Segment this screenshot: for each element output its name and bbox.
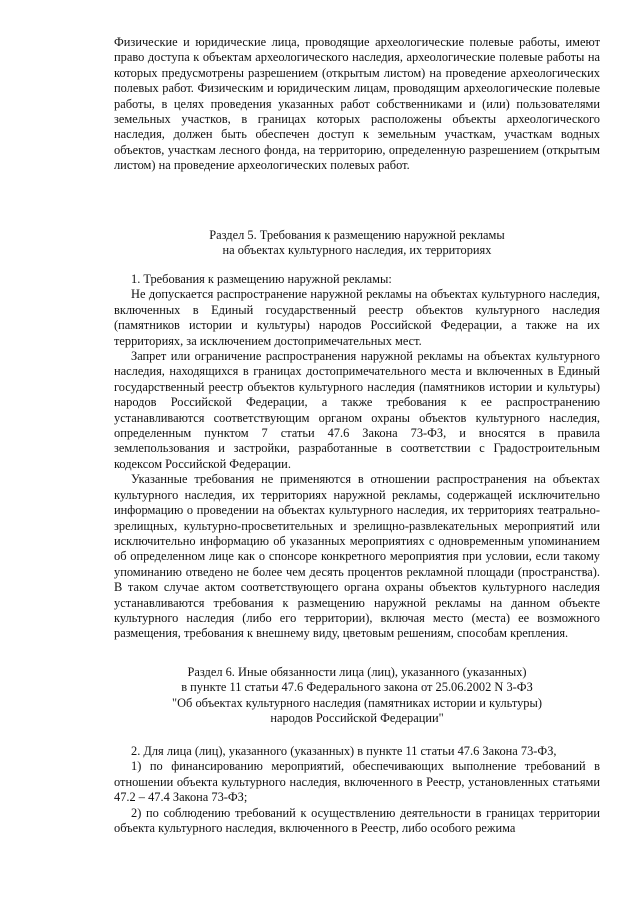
section6-title-line4: народов Российской Федерации"	[270, 711, 444, 726]
section6-item2: 2. Для лица (лиц), указанного (указанных) в пункте 11 статьи 47.6 Закона 73-ФЗ,	[131, 744, 557, 758]
section6-sub2: 2) по соблюдению требований к осуществлению деятельности в границах территории объекта культурного наследия, включенного в Реестр, либо особого режима	[114, 805, 600, 836]
section5-body	[114, 272, 600, 642]
section5-title-line1: Раздел 5. Требования к размещению наружной рекламы	[209, 228, 505, 242]
section6-body	[114, 744, 600, 836]
section6-title-line1: Раздел 6. Иные обязанности лица (лиц), указанного (указанных)	[187, 665, 527, 679]
section5-heading	[114, 228, 600, 259]
section5-paragraph-1: Не допускается распространение наружной рекламы на объектах культурного наследия, включенных в Единый государственный реестр объектов культурного наследия (памятников истории и культуры) народов Российской Федерации, а также на их территориях, за исключением достопримечательных мест.	[114, 287, 600, 348]
section5-paragraph-3: Указанные требования не применяются в отношении распространения на объектах культурного наследия, их территориях наружной рекламы, содержащей исключительно информацию о проведении на объектах культурного наследия, их территориях театрально-зрелищных, культурно-просветительных и зрелищно-развлекательных мероприятий или исключительно информацию об указанных мероприятиях с одновременным упоминанием об определенном лице как о спонсоре конкретного мероприятия при условии, если такому упоминанию отведено не более чем десять процентов рекламной площади (пространства). В таком случае актом соответствующего органа охраны объектов культурного наследия устанавливаются требования к размещению наружной рекламы на данном объекте культурного наследия (либо его территории), включая место (места) ее возможного размещения, требования к внешнему виду, цветовым решениям, способам крепления.	[114, 472, 600, 641]
section6-title-line3: "Об объектах культурного наследия (памятниках истории и культуры)	[172, 695, 542, 710]
section6-heading	[114, 665, 600, 727]
intro-paragraph: Физические и юридические лица, проводящие археологические полевые работы, имеют право доступа к объектам археологического наследия, археологические полевые работы на которых предусмотрены разрешением (открытым листом) на проведение археологических полевых работ. Физическим и юридическим лицам, проводящим археологические полевые работы, в целях проведения указанных работ собственниками и (или) пользователями земельных участков, в границах которых расположены объекты археологического наследия, должен быть обеспечен доступ к земельным участкам, участкам водных объектов, участкам лесного фонда, на территорию, определенную разрешением (открытым листом) на проведение археологических полевых работ.	[114, 35, 600, 173]
section5-paragraph-2: Запрет или ограничение распространения наружной рекламы на объектах культурного наследия, находящихся в границах достопримечательного места и включенных в Единый государственный реестр объектов культурного наследия (памятников истории и культуры) народов Российской Федерации, а также требования к ее распространению устанавливаются соответствующим органом охраны объектов культурного наследия, определенным пунктом 7 статьи 47.6 Закона 73-ФЗ, и вносятся в правила землепользования и застройки, разработанные в соответствии с Градостроительным кодексом Российской Федерации.	[114, 349, 600, 471]
section5-title-line2: на объектах культурного наследия, их территориях	[222, 243, 492, 258]
section5-item1: 1. Требования к размещению наружной рекламы:	[131, 272, 392, 286]
section6-title-line2: в пункте 11 статьи 47.6 Федерального закона от 25.06.2002 N 3-ФЗ	[181, 680, 533, 695]
section6-sub1: 1) по финансированию мероприятий, обеспечивающих выполнение требований в отношении объекта культурного наследия, включенного в Реестр, установленных статьями 47.2 – 47.4 Закона 73-ФЗ;	[114, 759, 600, 805]
